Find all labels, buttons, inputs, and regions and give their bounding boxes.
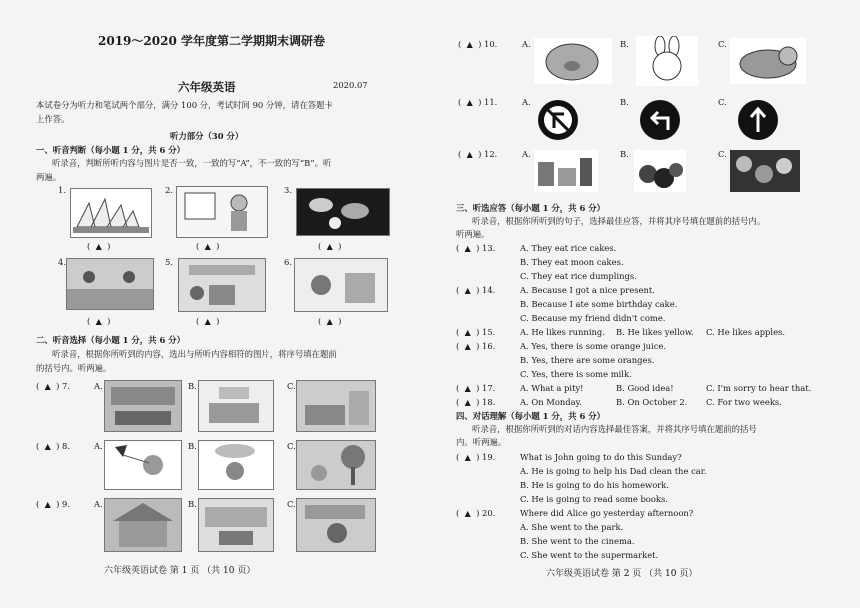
q13-option-b: B. They eat moon cakes.	[520, 257, 624, 267]
q15-option-c: C. He likes apples.	[706, 327, 786, 337]
birthday-party-image	[178, 258, 266, 312]
street-scene-image	[198, 498, 274, 552]
answer-2: ( ▲ )	[196, 241, 220, 251]
pic-num-1: 1.	[58, 185, 66, 195]
food-items-image	[296, 188, 390, 236]
q18-option-b: B. On October 2.	[616, 397, 688, 407]
q20-option-b: B. She went to the cinema.	[520, 536, 635, 546]
sec3-title: 三、听选应答（每小题 1 分，共 6 分）	[456, 203, 605, 213]
q9-answer: ( ▲ ) 9.	[36, 499, 71, 509]
q7-option-c: C.	[287, 381, 296, 391]
q8-answer: ( ▲ ) 8.	[36, 441, 71, 451]
q9-option-a: A.	[94, 499, 103, 509]
q12-option-a: A.	[522, 149, 531, 159]
sec1-instr-1: 听录音，判断所听内容与图片是否一致，一致的写“A”，不一致的写“B”。听	[52, 158, 332, 168]
q14-option-b: B. Because I ate some birthday cake.	[520, 299, 678, 309]
answer-4: ( ▲ )	[87, 316, 111, 326]
q13-option-a: A. They eat rice cakes.	[520, 243, 617, 253]
q16-option-c: C. Yes, there is some milk.	[520, 369, 632, 379]
q12-option-c: C.	[718, 149, 727, 159]
q12-answer: ( ▲ ) 12.	[458, 149, 498, 159]
fast-food-image	[534, 150, 598, 192]
turn-left-sign-icon	[638, 98, 682, 142]
sec3-instr-2: 听两遍。	[456, 229, 490, 239]
q14-option-a: A. Because I got a nice present.	[520, 285, 655, 295]
cat-image	[730, 38, 806, 84]
q18-answer: ( ▲ ) 18.	[456, 397, 496, 407]
opera-house-image	[70, 188, 152, 238]
listening-header: 听力部分（30 分）	[170, 131, 244, 141]
footer-page-1: 六年级英语试卷 第 1 页 （共 10 页）	[104, 566, 256, 576]
q18-option-c: C. For two weeks.	[706, 397, 782, 407]
q15-option-a: A. He likes running.	[520, 327, 605, 337]
sec2-instr-1: 听录音，根据你所听到的内容，选出与所听内容相符的图片，将序号填在题前	[52, 349, 337, 359]
q19-option-c: C. He is going to read some books.	[520, 494, 668, 504]
q15-answer: ( ▲ ) 15.	[456, 327, 496, 337]
classroom-image	[104, 380, 182, 432]
q11-option-b: B.	[620, 97, 629, 107]
garden-scene-image	[294, 258, 388, 312]
answer-1: ( ▲ )	[87, 241, 111, 251]
footer-page-2: 六年级英语试卷 第 2 页 （共 10 页）	[546, 569, 698, 579]
rabbit-image	[636, 36, 698, 86]
q11-answer: ( ▲ ) 11.	[458, 97, 498, 107]
sec2-title: 二、听音选择（每小题 1 分，共 6 分）	[36, 335, 185, 345]
q9-option-b: B.	[188, 499, 197, 509]
q8-option-b: B.	[188, 441, 197, 451]
sec2-instr-2: 的括号内。听两遍。	[36, 363, 112, 373]
pic-num-4: 4.	[58, 257, 66, 267]
q10-answer: ( ▲ ) 10.	[458, 39, 498, 49]
q19-question: What is John going to do this Sunday?	[520, 452, 682, 462]
q13-answer: ( ▲ ) 13.	[456, 243, 496, 253]
go-straight-sign-icon	[736, 98, 780, 142]
sec3-instr-1: 听录音，根据你所听到的句子，选择最佳应答，并将其序号填在题前的括号内。	[472, 216, 766, 226]
fruit-image	[634, 150, 686, 192]
q8-option-a: A.	[94, 441, 103, 451]
answer-5: ( ▲ )	[196, 316, 220, 326]
answer-6: ( ▲ )	[318, 316, 342, 326]
sec4-title: 四、对话理解（每小题 1 分，共 6 分）	[456, 411, 605, 421]
q20-answer: ( ▲ ) 20.	[456, 508, 496, 518]
answer-3: ( ▲ )	[318, 241, 342, 251]
q19-answer: ( ▲ ) 19.	[456, 452, 496, 462]
q14-answer: ( ▲ ) 14.	[456, 285, 496, 295]
q11-option-c: C.	[718, 97, 727, 107]
pic-num-6: 6.	[284, 257, 292, 267]
house-scene-image	[104, 498, 182, 552]
sec1-instr-2: 两遍。	[36, 172, 62, 182]
exam-date: 2020.07	[333, 80, 368, 90]
q10-option-b: B.	[620, 39, 629, 49]
q14-option-c: C. Because my friend didn't come.	[520, 313, 666, 323]
sec4-instr-1: 听录音，根据你所听到的对话内容选择最佳答案，并将其序号填在题前的括号	[472, 424, 757, 434]
q11-option-a: A.	[522, 97, 531, 107]
q16-option-a: A. Yes, there is some orange juice.	[520, 341, 667, 351]
subject-title: 六年级英语	[178, 80, 236, 94]
q17-option-c: C. I'm sorry to hear that.	[706, 383, 812, 393]
q15-option-b: B. He likes yellow.	[616, 327, 694, 337]
q12-option-b: B.	[620, 149, 629, 159]
q9-option-c: C.	[287, 499, 296, 509]
living-room-image	[296, 380, 376, 432]
q20-option-c: C. She went to the supermarket.	[520, 550, 659, 560]
pig-image	[534, 38, 612, 84]
q18-option-a: A. On Monday.	[520, 397, 582, 407]
q7-option-a: A.	[94, 381, 103, 391]
q17-option-a: A. What a pity!	[520, 383, 584, 393]
painting-girl-image	[176, 186, 268, 238]
q7-option-b: B.	[188, 381, 197, 391]
intro-line-2: 上作答。	[36, 114, 70, 124]
exam-title: 2019～2020 学年度第二学期期末调研卷	[98, 34, 325, 48]
q16-answer: ( ▲ ) 16.	[456, 341, 496, 351]
q13-option-c: C. They eat rice dumplings.	[520, 271, 637, 281]
q20-question: Where did Alice go yesterday afternoon?	[520, 508, 694, 518]
q17-answer: ( ▲ ) 17.	[456, 383, 496, 393]
pic-num-2: 2.	[165, 185, 173, 195]
intro-line-1: 本试卷分为听力和笔试两个部分，满分 100 分，考试时间 90 分钟，请在答题卡	[36, 100, 333, 110]
sec4-instr-2: 内。听两遍。	[456, 437, 507, 447]
sec1-title: 一、听音判断（每小题 1 分，共 6 分）	[36, 145, 185, 155]
q17-option-b: B. Good idea!	[616, 383, 674, 393]
q8-option-c: C.	[287, 441, 296, 451]
cakes-image	[730, 150, 800, 192]
no-right-turn-sign-icon	[536, 98, 580, 142]
q19-option-b: B. He is going to do his homework.	[520, 480, 669, 490]
rain-girl-image	[198, 440, 274, 490]
bedroom-image	[198, 380, 274, 432]
q16-option-b: B. Yes, there are some oranges.	[520, 355, 655, 365]
q10-option-a: A.	[522, 39, 531, 49]
q7-answer: ( ▲ ) 7.	[36, 381, 71, 391]
kite-boy-image	[104, 440, 182, 490]
q20-option-a: A. She went to the park.	[520, 522, 624, 532]
q10-option-c: C.	[718, 39, 727, 49]
page-2	[430, 0, 860, 608]
playground-children-image	[66, 258, 154, 310]
kitchen-scene-image	[296, 498, 376, 552]
tree-animal-image	[296, 440, 376, 490]
pic-num-3: 3.	[284, 185, 292, 195]
pic-num-5: 5.	[165, 257, 173, 267]
q19-option-a: A. He is going to help his Dad clean the car.	[520, 466, 707, 476]
